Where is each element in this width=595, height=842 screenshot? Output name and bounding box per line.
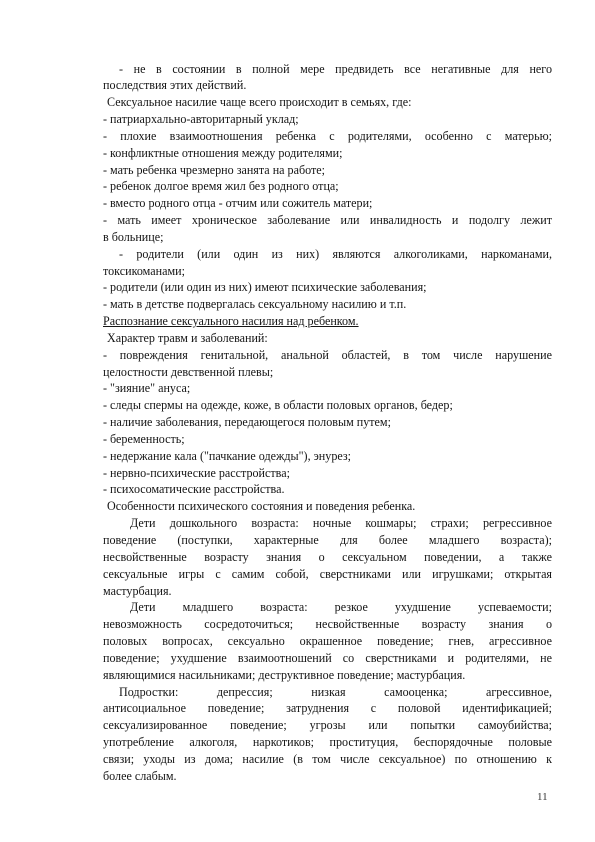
- text-line: невозможность сосредоточиться; несвойственные возрасту знания о: [103, 617, 552, 631]
- page-number: 11: [537, 791, 548, 803]
- text-line: в больнице;: [103, 230, 164, 244]
- section-heading: Распознание сексуального насилия над ребенком.: [103, 314, 359, 328]
- text-line: половых вопросах, сексуально окрашенное поведение; гнев, агрессивное: [103, 634, 552, 648]
- text-line: - патриархально-авторитарный уклад;: [103, 112, 299, 126]
- text-line: связи; уходы из дома; насилие (в том числе сексуальное) по отношению к: [103, 752, 552, 766]
- text-line: - беременность;: [103, 432, 185, 446]
- text-line: являющимися насильниками; деструктивное поведение; мастурбация.: [103, 668, 466, 682]
- text-line: сексуализированное поведение; угрозы или попытки самоубийства;: [103, 718, 552, 732]
- text-line: - плохие взаимоотношения ребенка с родителями, особенно с матерью;: [103, 129, 552, 143]
- text-line: - ребенок долгое время жил без родного отца;: [103, 179, 339, 193]
- text-line: - родители (или один из них) являются алкоголиками, наркоманами,: [119, 247, 552, 261]
- text-line: Дети дошкольного возраста: ночные кошмары; страхи; регрессивное: [130, 516, 552, 530]
- text-line: - мать имеет хроническое заболевание или инвалидность и подолгу лежит: [103, 213, 552, 227]
- text-line: - психосоматические расстройства.: [103, 482, 285, 496]
- text-line: - вместо родного отца - отчим или сожитель матери;: [103, 196, 373, 210]
- text-line: Особенности психического состояния и поведения ребенка.: [107, 499, 416, 513]
- text-line: - недержание кала ("пачкание одежды"), энурез;: [103, 449, 352, 463]
- text-line: - следы спермы на одежде, коже, в области половых органов, бедер;: [103, 398, 453, 412]
- text-line: Дети младшего возраста: резкое ухудшение успеваемости;: [130, 600, 552, 614]
- text-line: употребление алкоголя, наркотиков; проституция, беспорядочные половые: [103, 735, 552, 749]
- text-line: - мать в детстве подвергалась сексуальному насилию и т.п.: [103, 297, 407, 311]
- text-line: - повреждения генитальной, анальной областей, в том числе нарушение: [103, 348, 552, 362]
- text-line: более слабым.: [103, 769, 177, 783]
- text-line: - мать ребенка чрезмерно занята на работе;: [103, 163, 326, 177]
- text-line: - наличие заболевания, передающегося половым путем;: [103, 415, 391, 429]
- text-line: поведение (поступки, характерные для более младшего возраста);: [103, 533, 552, 547]
- text-line: сексуальные игры с самим собой, сверстниками или игрушками; открытая: [103, 567, 552, 581]
- text-line: токсикоманами;: [103, 264, 185, 278]
- text-line: несвойственные возрасту знания о сексуальном поведении, а также: [103, 550, 552, 564]
- text-line: последствия этих действий.: [103, 78, 247, 92]
- text-line: - нервно-психические расстройства;: [103, 466, 290, 480]
- text-line: - не в состоянии в полной мере предвидеть все негативные для него: [119, 62, 552, 76]
- text-line: - конфликтные отношения между родителями;: [103, 146, 343, 160]
- text-line: Подростки: депрессия; низкая самооценка; агрессивное,: [119, 685, 552, 699]
- text-line: - "зияние" ануса;: [103, 381, 191, 395]
- text-line: Сексуальное насилие чаще всего происходит в семьях, где:: [107, 95, 412, 109]
- text-line: Характер травм и заболеваний:: [107, 331, 268, 345]
- text-line: - родители (или один из них) имеют психические заболевания;: [103, 280, 427, 294]
- text-line: целостности девственной плевы;: [103, 365, 274, 379]
- text-line: мастурбация.: [103, 584, 172, 598]
- text-line: поведение; ухудшение взаимоотношений со сверстниками и родителями, не: [103, 651, 552, 665]
- text-line: антисоциальное поведение; затруднения с половой идентификацией;: [103, 701, 552, 715]
